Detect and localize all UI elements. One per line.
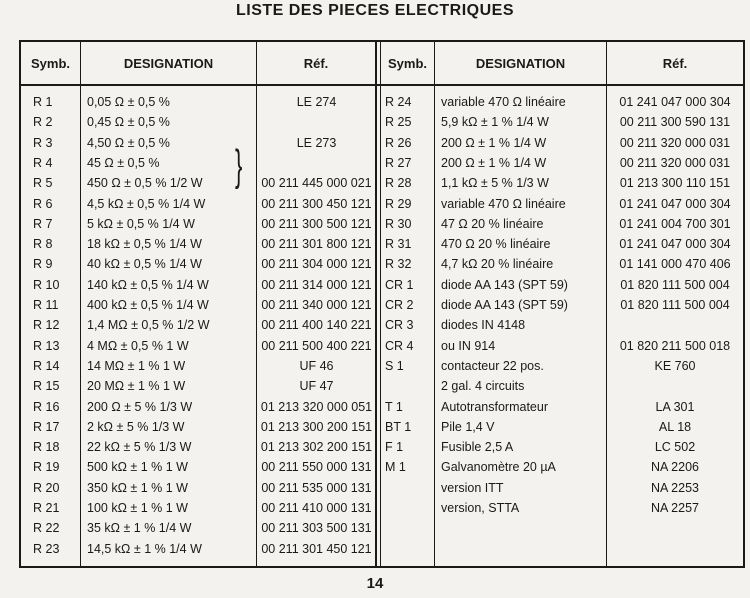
cell-designation: 200 Ω ± 5 % 1/3 W [87, 399, 193, 414]
cell-designation: 400 kΩ ± 0,5 % 1/4 W [87, 298, 209, 312]
cell-designation: 5 kΩ ± 0,5 % 1/4 W [87, 216, 195, 231]
table-row [21, 539, 743, 559]
cell-symb: R 11 [33, 298, 59, 312]
cell-designation: 1,4 MΩ ± 0,5 % 1/2 W [87, 318, 210, 333]
cell-ref: 01 141 000 470 406 [619, 257, 731, 272]
table-row [21, 194, 743, 214]
table-row [21, 457, 743, 477]
cell-designation: Autotransformateur [441, 399, 548, 414]
table-row [21, 437, 743, 457]
brace-mark: } [235, 141, 243, 190]
cell-symb: R 9 [33, 257, 53, 272]
table-row [21, 498, 743, 518]
cell-symb: R 31 [385, 237, 412, 252]
cell-designation: 14 MΩ ± 1 % 1 W [87, 358, 186, 373]
cell-designation: 4,50 Ω ± 0,5 % [87, 135, 170, 150]
cell-symb: R 17 [33, 419, 60, 434]
cell-ref: UF 47 [299, 379, 334, 394]
cell-symb: R 25 [385, 115, 412, 130]
cell-designation: 2 kΩ ± 5 % 1/3 W [87, 419, 185, 434]
table-row [21, 133, 743, 153]
header-divider [21, 84, 743, 86]
cell-designation: 4 MΩ ± 0,5 % 1 W [87, 338, 189, 353]
cell-symb: R 2 [33, 115, 53, 130]
header-symb-right: Symb. [387, 56, 427, 71]
cell-ref: KE 760 [654, 358, 696, 373]
cell-designation: 450 Ω ± 0,5 % 1/2 W [87, 176, 203, 191]
cell-designation: 2 gal. 4 circuits [441, 379, 525, 394]
cell-ref: NA 2253 [651, 480, 699, 495]
cell-ref: LE 274 [296, 95, 337, 109]
cell-ref: 00 211 300 590 131 [619, 115, 731, 130]
cell-designation: 45 Ω ± 0,5 % [87, 155, 160, 170]
cell-symb: R 12 [33, 318, 60, 333]
cell-symb: R 20 [33, 480, 60, 495]
table-row [21, 275, 743, 295]
cell-designation: 0,45 Ω ± 0,5 % [87, 115, 170, 130]
cell-ref: 01 820 111 500 004 [620, 298, 730, 312]
cell-ref: 01 241 004 700 301 [619, 216, 731, 231]
cell-symb: R 5 [33, 176, 53, 191]
cell-ref: 01 241 047 000 304 [619, 196, 731, 211]
cell-symb: R 21 [33, 501, 60, 515]
header-designation-left: DESIGNATION [123, 56, 214, 71]
table-row [21, 92, 743, 112]
cell-symb: R 3 [33, 135, 53, 150]
table-row [21, 376, 743, 396]
cell-ref: 00 211 300 450 121 [261, 196, 372, 211]
cell-ref: 00 211 550 000 131 [261, 460, 372, 475]
cell-ref: 00 211 535 000 131 [261, 480, 372, 495]
cell-designation: diode AA 143 (SPT 59) [441, 277, 568, 292]
cell-designation: 47 Ω 20 % linéaire [441, 216, 544, 231]
cell-symb: R 6 [33, 196, 53, 211]
cell-designation: Galvanomètre 20 µA [441, 460, 556, 475]
cell-ref: LA 301 [655, 399, 695, 414]
cell-designation: 14,5 kΩ ± 1 % 1/4 W [87, 541, 202, 556]
cell-ref: 01 213 300 110 151 [619, 176, 731, 191]
table-row [21, 112, 743, 132]
cell-symb: S 1 [385, 358, 404, 373]
cell-designation: 4,5 kΩ ± 0,5 % 1/4 W [87, 196, 206, 211]
header-designation-right: DESIGNATION [475, 56, 566, 71]
cell-ref: 00 211 304 000 121 [261, 257, 372, 272]
cell-designation: 500 kΩ ± 1 % 1 W [87, 460, 188, 475]
cell-ref: 00 211 300 500 121 [261, 216, 372, 231]
cell-designation: contacteur 22 pos. [441, 358, 544, 373]
table-row [21, 295, 743, 315]
cell-designation: 18 kΩ ± 0,5 % 1/4 W [87, 237, 202, 252]
cell-symb: R 30 [385, 216, 412, 231]
table-row [21, 315, 743, 335]
cell-ref: LC 502 [654, 440, 696, 455]
cell-designation: 100 kΩ ± 1 % 1 W [87, 501, 188, 515]
cell-designation: diodes IN 4148 [441, 318, 526, 333]
cell-designation: 200 Ω ± 1 % 1/4 W [441, 155, 547, 170]
cell-symb: R 23 [33, 541, 60, 556]
cell-designation: 20 MΩ ± 1 % 1 W [87, 379, 186, 394]
cell-designation: variable 470 Ω linéaire [441, 196, 566, 211]
cell-ref: 01 820 211 500 018 [619, 338, 731, 353]
cell-ref: 00 211 500 400 221 [261, 338, 372, 353]
table-row [21, 397, 743, 417]
cell-designation: diode AA 143 (SPT 59) [441, 298, 568, 312]
cell-ref: 01 213 300 200 151 [260, 419, 373, 434]
cell-symb: CR 2 [385, 298, 414, 312]
table-row [21, 336, 743, 356]
cell-ref: 01 213 302 200 151 [260, 440, 373, 455]
table-row [21, 173, 743, 193]
table-row [21, 518, 743, 538]
header-ref-right: Réf. [662, 56, 688, 71]
cell-designation: 1,1 kΩ ± 5 % 1/3 W [441, 176, 549, 191]
table-row [21, 234, 743, 254]
cell-symb: R 15 [33, 379, 60, 394]
cell-ref: 00 211 340 000 121 [261, 298, 372, 312]
cell-symb: R 28 [385, 176, 412, 191]
table-row [21, 417, 743, 437]
cell-ref: 00 211 314 000 121 [261, 277, 372, 292]
table-row [21, 356, 743, 376]
parts-table [19, 40, 745, 568]
cell-ref: 00 211 320 000 031 [619, 155, 731, 170]
cell-symb: R 32 [385, 257, 412, 272]
cell-symb: R 22 [33, 521, 60, 536]
table-row [21, 254, 743, 274]
cell-ref: 01 820 111 500 004 [620, 277, 730, 292]
cell-ref: NA 2257 [651, 501, 699, 515]
cell-ref: NA 2206 [651, 460, 699, 475]
cell-designation: 4,7 kΩ 20 % linéaire [441, 257, 554, 272]
cell-designation: 0,05 Ω ± 0,5 % [87, 95, 170, 109]
cell-symb: R 7 [33, 216, 53, 231]
cell-symb: R 18 [33, 440, 60, 455]
cell-designation: 470 Ω 20 % linéaire [441, 237, 551, 252]
table-row [21, 214, 743, 234]
cell-ref: UF 46 [299, 358, 334, 373]
cell-ref: 00 211 445 000 021 [261, 176, 372, 191]
cell-symb: R 16 [33, 399, 60, 414]
cell-symb: R 4 [33, 155, 53, 170]
cell-ref: 00 211 301 800 121 [261, 237, 372, 252]
cell-symb: R 8 [33, 237, 53, 252]
cell-ref: 00 211 301 450 121 [261, 541, 372, 556]
cell-symb: R 27 [385, 155, 412, 170]
cell-symb: R 14 [33, 358, 60, 373]
cell-symb: CR 3 [385, 318, 414, 333]
cell-ref: 01 241 047 000 304 [619, 237, 731, 252]
cell-symb: F 1 [385, 440, 404, 455]
cell-ref: 00 211 303 500 131 [261, 521, 372, 536]
page-title: LISTE DES PIECES ELECTRIQUES [235, 2, 515, 19]
cell-ref: 00 211 320 000 031 [619, 135, 731, 150]
page-number: 14 [366, 575, 384, 592]
cell-symb: T 1 [385, 399, 403, 414]
cell-symb: CR 4 [385, 338, 414, 353]
cell-designation: 200 Ω ± 1 % 1/4 W [441, 135, 547, 150]
cell-ref: 01 213 320 000 051 [260, 399, 373, 414]
cell-designation: 22 kΩ ± 5 % 1/3 W [87, 440, 192, 455]
cell-designation: ou IN 914 [441, 338, 496, 353]
cell-designation: 35 kΩ ± 1 % 1/4 W [87, 521, 192, 536]
cell-symb: BT 1 [385, 419, 412, 434]
cell-symb: R 13 [33, 338, 60, 353]
cell-designation: 350 kΩ ± 1 % 1 W [87, 480, 188, 495]
cell-symb: R 24 [385, 95, 412, 109]
cell-symb: R 10 [33, 277, 60, 292]
cell-designation: version ITT [441, 480, 504, 495]
cell-ref: 00 211 400 140 221 [261, 318, 372, 333]
cell-ref: AL 18 [658, 419, 692, 434]
cell-designation: 40 kΩ ± 0,5 % 1/4 W [87, 257, 202, 272]
header-symb-left: Symb. [30, 56, 70, 71]
cell-symb: R 19 [33, 460, 60, 475]
cell-designation: Fusible 2,5 A [441, 440, 514, 455]
cell-symb: M 1 [385, 460, 406, 475]
cell-ref: 00 211 410 000 131 [261, 501, 372, 515]
cell-symb: CR 1 [385, 277, 414, 292]
table-row [21, 153, 743, 173]
cell-designation: 140 kΩ ± 0,5 % 1/4 W [87, 277, 209, 292]
cell-ref: LE 273 [296, 135, 337, 150]
cell-symb: R 26 [385, 135, 412, 150]
cell-designation: version, STTA [441, 501, 520, 515]
cell-symb: R 1 [33, 95, 53, 109]
table-row [21, 478, 743, 498]
cell-ref: 01 241 047 000 304 [619, 95, 731, 109]
cell-designation: Pile 1,4 V [441, 419, 495, 434]
cell-designation: 5,9 kΩ ± 1 % 1/4 W [441, 115, 549, 130]
cell-designation: variable 470 Ω linéaire [441, 95, 566, 109]
cell-symb: R 29 [385, 196, 412, 211]
header-ref-left: Réf. [303, 56, 329, 71]
